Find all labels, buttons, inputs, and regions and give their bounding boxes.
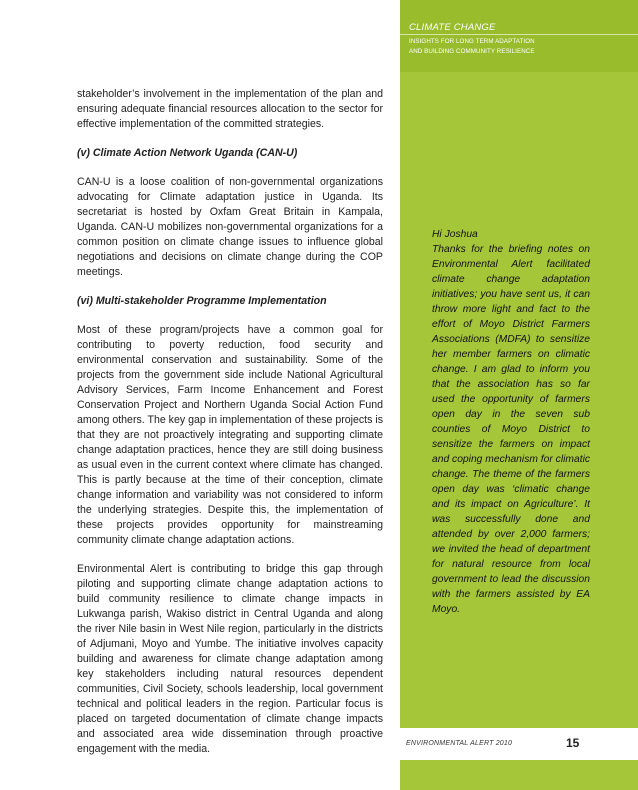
quote-body: Thanks for the briefing notes on Environmental Alert facilitated climate change adaptation initiatives; you have sent us, it can throw more light and fact to the effort of Moyo District Farmers Associations (MDFA) to sensitize her member farmers on climatic change. I am glad to inform you that the association has so far used the opportunity of farmers open day in the seven sub counties of Moyo District to sensitize the farmers on impact and coping mechanism for climatic change. The theme of the farmers open day was ‘climatic change and its impact on Agriculture’. It was successfully done and attended by over 2,000 farmers; we invited the head of department for natural resource from local government to lead the discussion with the farmers assisted by EA Moyo. [432, 244, 590, 615]
header-divider [400, 34, 638, 35]
header-subtitle-line1: INSIGHTS FOR LONG TERM ADAPTATION [409, 38, 535, 45]
paragraph-intro: stakeholder’s involvement in the implementation of the plan and ensuring adequate financial resources allocation to the sector for effective implementation of the committed strategies. [77, 88, 383, 130]
heading-canu: (v) Climate Action Network Uganda (CAN-U) [77, 147, 298, 159]
footer-label: ENVIRONMENTAL ALERT 2010 [406, 740, 513, 747]
sidebar-quote [432, 227, 590, 617]
paragraph-multi-stakeholder: Most of these program/projects have a common goal for contributing to poverty reduction, food security and environmental conservation and sustainability. Some of the projects from the government side include National Agricultural Advisory Services, Farm Income Enhancement and Forest Conservation Project and Northern Uganda Social Action Fund among others. The key gap in implementation of these projects is that they are not proactively integrating and supporting climate change adaptation practices, hence they are still doing business as usual even in the current context where climate has changed. This is partly because at the time of their conception, climate change information and variability was not considered to inform the underlying strategies. Despite this, the implementation of these projects provides opportunity for mainstreaming community climate change adaptation actions. [77, 324, 384, 546]
main-column [77, 87, 383, 771]
header-band [400, 0, 638, 72]
heading-multi-stakeholder: (vi) Multi-stakeholder Programme Implementation [77, 295, 327, 307]
quote-greeting: Hi Joshua [432, 229, 478, 240]
header-title: CLIMATE CHANGE [409, 22, 496, 33]
header-subtitle-line2: AND BUILDING COMMUNITY RESILIENCE [409, 48, 535, 55]
paragraph-environmental-alert: Environmental Alert is contributing to bridge this gap through piloting and supporting climate change adaptation actions to build community resilience to climate change impacts in Lukwanga parish, Wakiso district in Central Uganda and along the river Nile basin in West Nile region, particularly in the districts of Adjumani, Moyo and Yumbe. The initiative involves capacity building and awareness for climate change adaptation among key stakeholders including natural resources dependent communities, Civil Society, schools leadership, local government technical and political leaders in the region. Particular focus is placed on targeted documentation of climate change impacts and associated area wide dissemination through proactive engagement with the media. [77, 563, 383, 755]
page-number: 15 [566, 736, 580, 750]
paragraph-canu: CAN-U is a loose coalition of non-governmental organizations advocating for Climate adaptation justice in Uganda. Its secretariat is hosted by Oxfam Great Britain in Kampala, Uganda. CAN-U mobilizes non-governmental organizations for a common position on climate change issues to influence global negotiations and decisions on climate change during the COP meetings. [77, 176, 383, 278]
